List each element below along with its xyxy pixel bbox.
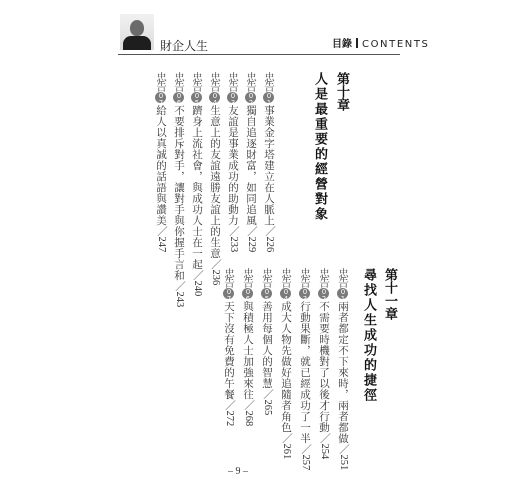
toc-entry[interactable]: 忠告03行動果斷，就已經成功了一半／257 bbox=[299, 268, 311, 471]
chapter-10-number: 第十章 bbox=[334, 72, 349, 111]
toc-entry[interactable]: 忠告01兩者都定不下來時，兩者都做／251 bbox=[337, 268, 349, 471]
header-rule bbox=[118, 54, 400, 55]
toc-entry[interactable]: 忠告02不需要時機對了以後才行動／254 bbox=[318, 268, 330, 460]
toc-entry[interactable]: 忠告06不要排斥對手，讓對手與你握手言和／243 bbox=[173, 72, 185, 308]
entry-number-badge: 07 bbox=[225, 288, 233, 302]
entry-number-badge: 05 bbox=[263, 288, 271, 302]
toc-divider bbox=[356, 38, 358, 48]
entry-number-badge: 02 bbox=[320, 288, 328, 302]
toc-entry[interactable]: 忠告07天下沒有免費的午餐／272 bbox=[223, 268, 235, 427]
book-title: 財企人生 bbox=[160, 39, 209, 53]
entry-number-badge: 05 bbox=[193, 92, 201, 106]
toc-label-en: CONTENTS bbox=[362, 39, 430, 50]
chapter-10-title: 人是最重要的經營對象 bbox=[312, 72, 327, 222]
entry-number-badge: 04 bbox=[282, 288, 290, 302]
toc-entry[interactable]: 忠告01事業金字塔建立在人脈上／226 bbox=[263, 72, 275, 253]
toc-entry[interactable]: 忠告05善用每個人的智慧／265 bbox=[261, 268, 273, 416]
entry-number-badge: 03 bbox=[301, 288, 309, 302]
entry-number-badge: 04 bbox=[211, 92, 219, 106]
entry-number-badge: 01 bbox=[265, 92, 273, 106]
page-number: – 9 – bbox=[228, 466, 248, 477]
toc-header bbox=[332, 38, 430, 51]
chapter-11-title: 尋找人生成功的捷徑 bbox=[361, 268, 376, 403]
entry-number-badge: 01 bbox=[339, 288, 347, 302]
author-portrait bbox=[120, 14, 154, 50]
toc-entry[interactable]: 忠告03友誼是事業成功的助動力／233 bbox=[227, 72, 239, 253]
entry-number-badge: 06 bbox=[175, 92, 183, 106]
toc-label-cn: 目錄 bbox=[332, 39, 352, 50]
entry-number-badge: 06 bbox=[244, 288, 252, 302]
toc-entry[interactable]: 忠告04生意上的友誼遠勝友誼上的生意／236 bbox=[209, 72, 221, 286]
chapter-11-number: 第十一章 bbox=[382, 268, 397, 320]
entry-number-badge: 07 bbox=[157, 92, 165, 106]
entry-number-badge: 03 bbox=[229, 92, 237, 106]
entry-number-badge: 02 bbox=[247, 92, 255, 106]
toc-entry[interactable]: 忠告07給人以真誠的話語與讚美／247 bbox=[155, 72, 167, 253]
toc-entry[interactable]: 忠告06與積極人士加強來往／268 bbox=[242, 268, 254, 427]
toc-entry[interactable]: 忠告02獨自追逐財富，如同追風／229 bbox=[245, 72, 257, 253]
toc-entry[interactable]: 忠告04成大人物先做好追隨者角色／261 bbox=[280, 268, 292, 460]
toc-entry[interactable]: 忠告05躋身上流社會，與成功人士在一起／240 bbox=[191, 72, 203, 297]
